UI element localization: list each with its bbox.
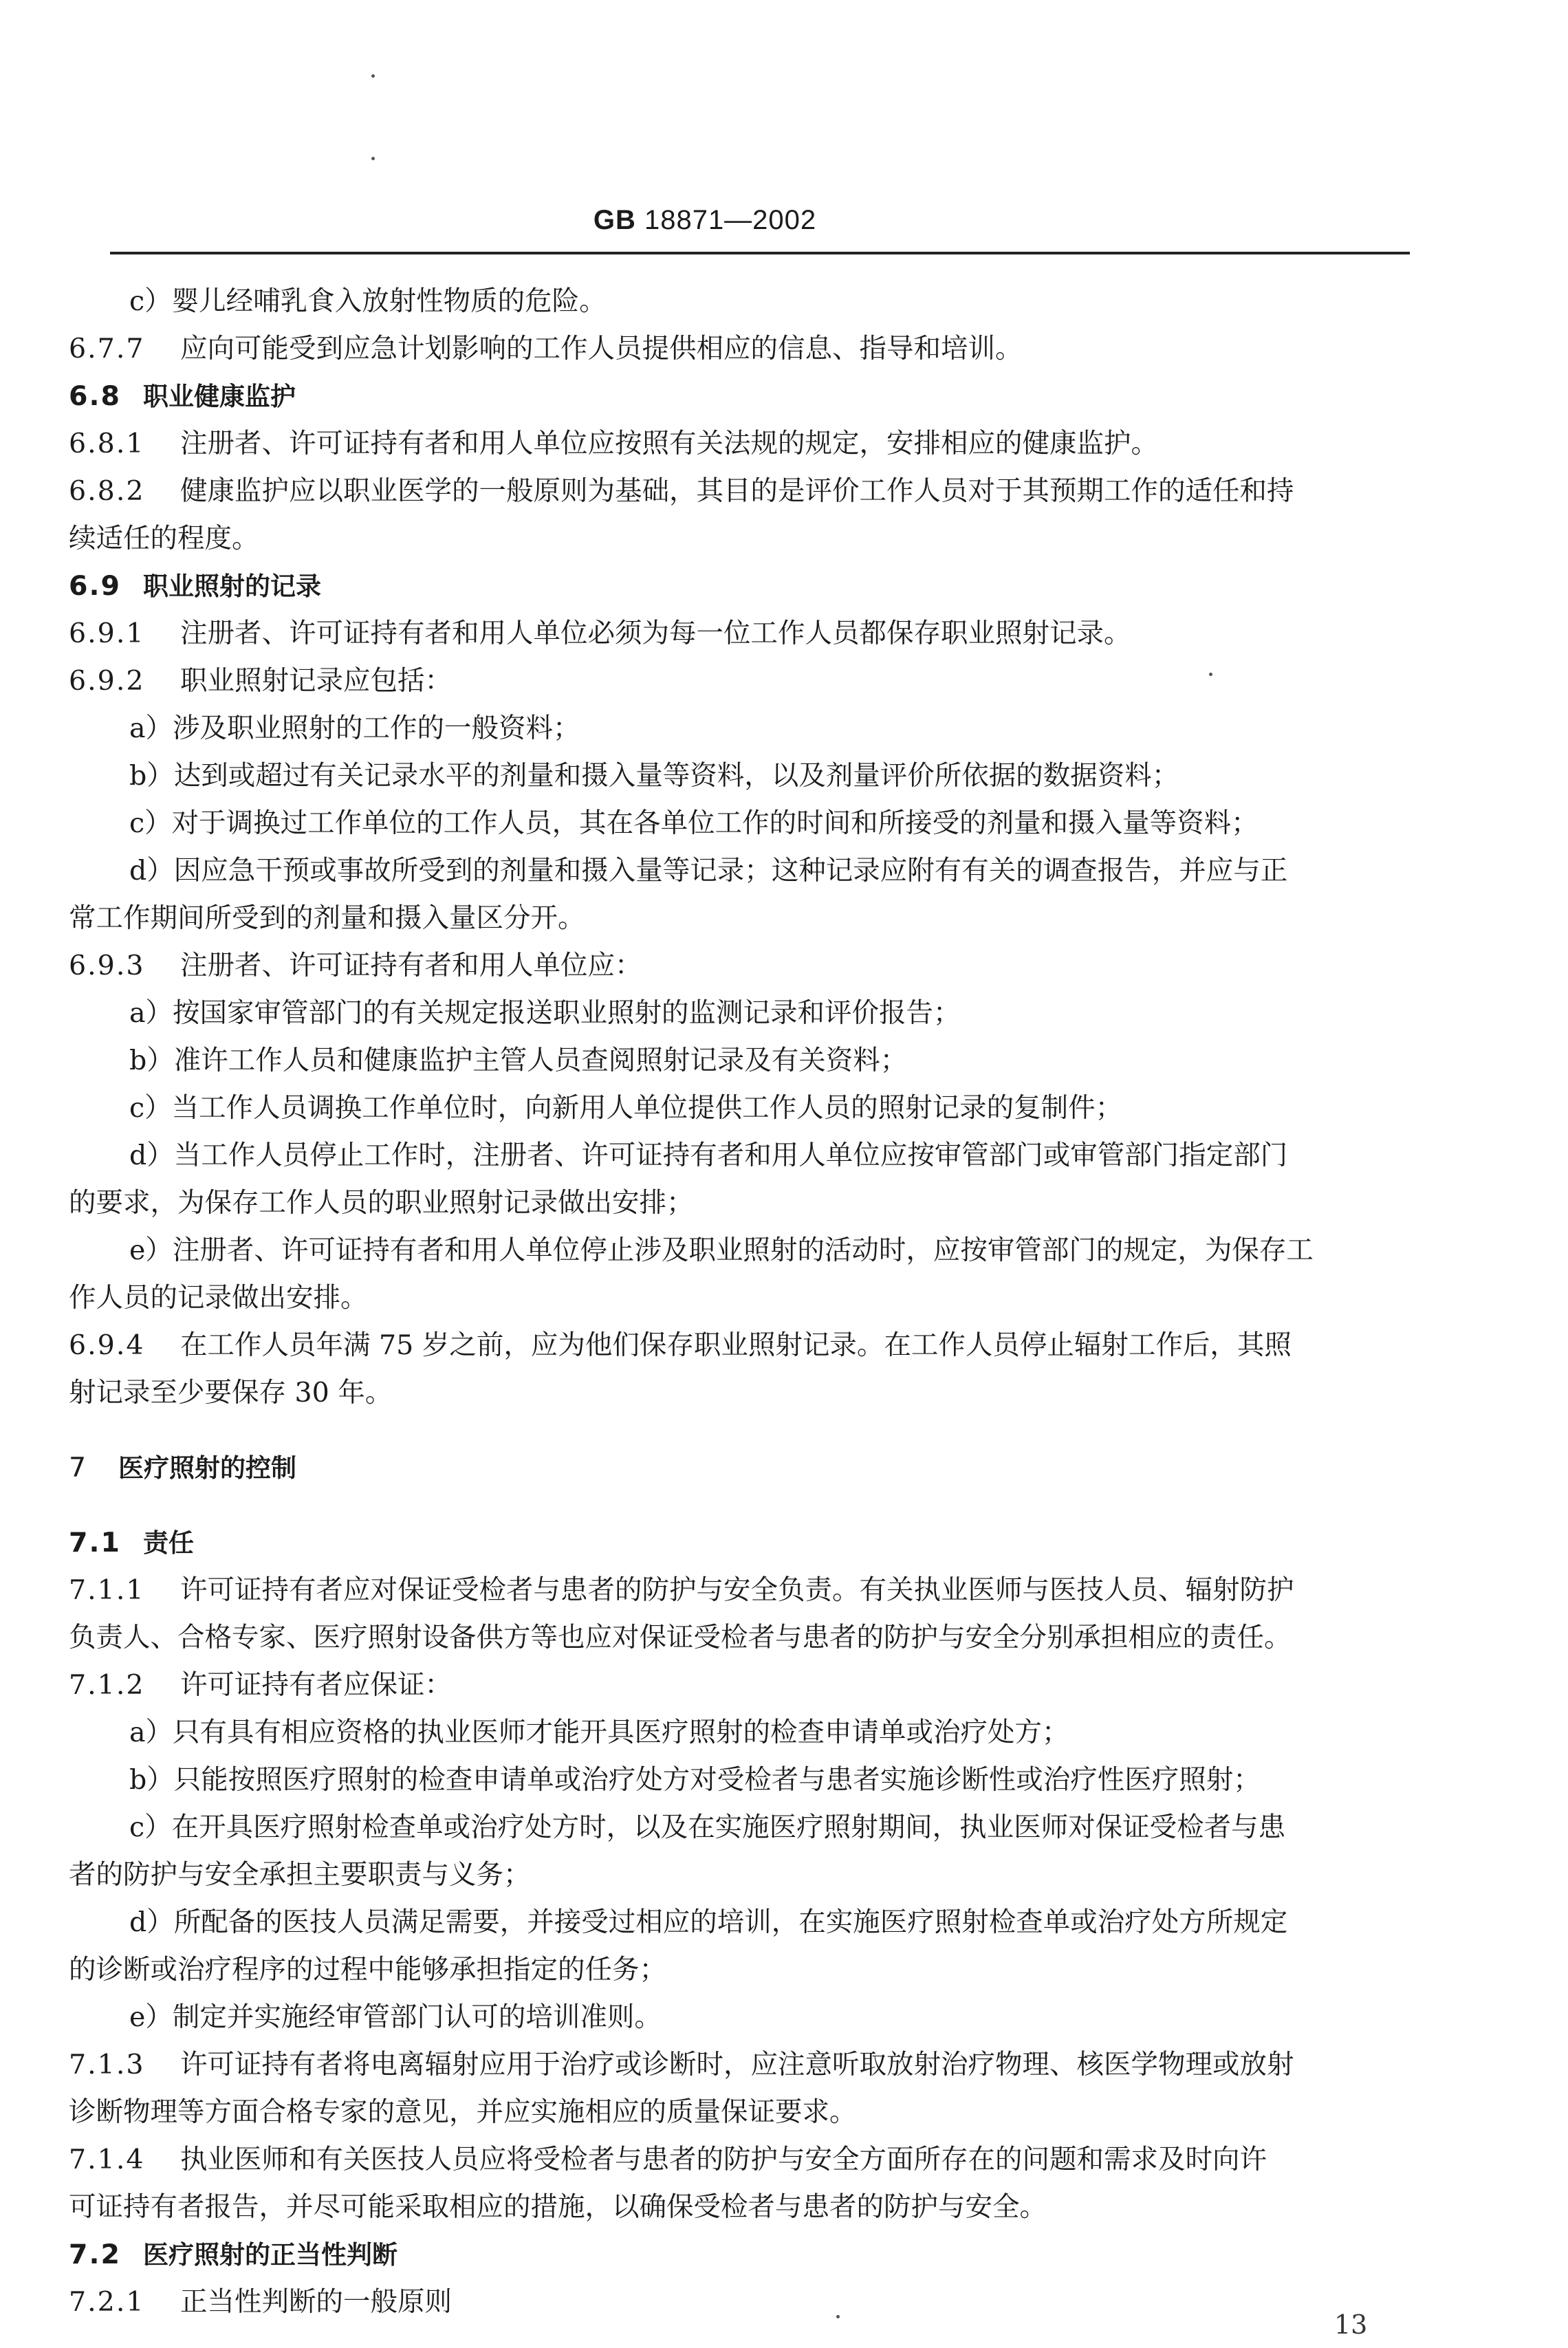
line-text: 职业照射的记录 [143, 572, 321, 601]
clause-number: 7.1.3 [69, 2049, 145, 2080]
list-item [69, 278, 1410, 325]
clause-number: 7.1.1 [69, 1574, 145, 1606]
clause-number: 6.9.4 [69, 1329, 145, 1361]
line-text: a）只有具有相应资格的执业医师才能开具医疗照射的检查申请单或治疗处方； [129, 1717, 1069, 1748]
line-text: c）当工作人员调换工作单位时，向新用人单位提供工作人员的照射记录的复制件； [129, 1092, 1123, 1124]
clause-number: 6.8.2 [69, 475, 145, 507]
list-item [69, 705, 1410, 752]
paragraph-continuation [69, 1851, 1410, 1899]
clause-number: 6.9 [69, 570, 121, 602]
clause-paragraph [69, 610, 1410, 657]
line-text: 常工作期间所受到的剂量和摄入量区分开。 [69, 902, 585, 934]
line-text: e）注册者、许可证持有者和用人单位停止涉及职业照射的活动时，应按审管部门的规定，为保存工 [129, 1235, 1314, 1266]
paragraph-continuation [69, 1180, 1410, 1227]
line-text: d）当工作人员停止工作时，注册者、许可证持有者和用人单位应按审管部门或审管部门指定部门 [129, 1140, 1288, 1171]
line-text: 医疗照射的正当性判断 [143, 2240, 398, 2270]
line-text: d）所配备的医技人员满足需要，并接受过相应的培训，在实施医疗照射检查单或治疗处方所规定 [129, 1906, 1288, 1938]
clause-paragraph [69, 2041, 1410, 2089]
section-heading [69, 563, 1410, 610]
clause-paragraph [69, 1322, 1410, 1369]
section-heading [69, 2231, 1410, 2279]
clause-number: 6.7.7 [69, 333, 145, 365]
list-item [69, 1132, 1410, 1180]
standard-header [0, 205, 1410, 236]
line-text: 执业医师和有关医技人员应将受检者与患者的防护与安全方面所存在的问题和需求及时向许 [180, 2144, 1267, 2175]
paragraph-continuation [69, 1369, 1410, 1417]
clause-paragraph [69, 2279, 1410, 2326]
document-body [69, 278, 1410, 2326]
line-text: a）涉及职业照射的工作的一般资料； [129, 713, 580, 744]
line-text: d）因应急干预或事故所受到的剂量和摄入量等记录；这种记录应附有有关的调查报告，并应与正 [129, 855, 1288, 887]
line-text: 射记录至少要保存 30 年。 [69, 1377, 393, 1409]
clause-number: 7.2.1 [69, 2286, 145, 2318]
standard-code: 18871—2002 [644, 205, 817, 235]
header-rule [110, 252, 1410, 254]
line-text: 诊断物理等方面合格专家的意见，并应实施相应的质量保证要求。 [69, 2096, 857, 2128]
paragraph-continuation [69, 895, 1410, 942]
line-text: 健康监护应以职业医学的一般原则为基础，其目的是评价工作人员对于其预期工作的适任和持 [180, 475, 1294, 507]
clause-paragraph [69, 1662, 1410, 1709]
line-text: b）只能按照医疗照射的检查申请单或治疗处方对受检者与患者实施诊断性或治疗性医疗照射； [129, 1764, 1261, 1796]
line-text: 作人员的记录做出安排。 [69, 1282, 368, 1314]
clause-number: 7.1 [69, 1527, 121, 1558]
section-gap [69, 1492, 1410, 1519]
line-text: b）准许工作人员和健康监护主管人员查阅照射记录及有关资料； [129, 1045, 908, 1076]
clause-paragraph [69, 420, 1410, 468]
line-text: 注册者、许可证持有者和用人单位应按照有关法规的规定，安排相应的健康监护。 [180, 428, 1158, 459]
paragraph-continuation [69, 1614, 1410, 1662]
list-item [69, 1899, 1410, 1946]
clause-number: 7.1.4 [69, 2144, 145, 2175]
clause-paragraph [69, 468, 1410, 515]
line-text: 的要求，为保存工作人员的职业照射记录做出安排； [69, 1187, 694, 1219]
line-text: 注册者、许可证持有者和用人单位必须为每一位工作人员都保存职业照射记录。 [180, 618, 1131, 649]
line-text: 许可证持有者将电离辐射应用于治疗或诊断时，应注意听取放射治疗物理、核医学物理或放射 [180, 2049, 1294, 2080]
clause-number: 6.9.2 [69, 665, 145, 697]
clause-number: 7.1.2 [69, 1669, 145, 1701]
line-text: 职业健康监护 [143, 382, 296, 411]
section-heading [69, 373, 1410, 420]
scan-speck [836, 2315, 840, 2318]
line-text: 应向可能受到应急计划影响的工作人员提供相应的信息、指导和培训。 [180, 333, 1023, 365]
line-text: 许可证持有者应对保证受检者与患者的防护与安全负责。有关执业医师与医技人员、辐射防护 [180, 1574, 1294, 1606]
clause-number: 6.9.1 [69, 618, 145, 649]
paragraph-continuation [69, 1274, 1410, 1322]
line-text: c）在开具医疗照射检查单或治疗处方时，以及在实施医疗照射期间，执业医师对保证受检者与患 [129, 1812, 1286, 1843]
clause-paragraph [69, 2136, 1410, 2184]
chapter-heading [69, 1444, 1410, 1492]
line-text: 续适任的程度。 [69, 523, 259, 554]
list-item [69, 800, 1410, 847]
list-item [69, 847, 1410, 895]
clause-number: 6.9.3 [69, 950, 145, 981]
line-text: e）制定并实施经审管部门认可的培训准则。 [129, 2001, 662, 2033]
line-text: b）达到或超过有关记录水平的剂量和摄入量等资料，以及剂量评价所依据的数据资料； [129, 760, 1179, 792]
list-item [69, 1709, 1410, 1757]
line-text: 在工作人员年满 75 岁之前，应为他们保存职业照射记录。在工作人员停止辐射工作后，其照 [180, 1329, 1292, 1361]
clause-paragraph [69, 657, 1410, 705]
line-text: 医疗照射的控制 [118, 1453, 296, 1483]
line-text: 许可证持有者应保证： [180, 1669, 452, 1701]
list-item [69, 1227, 1410, 1274]
section-heading [69, 1519, 1410, 1567]
scan-speck [371, 157, 375, 160]
line-text: 职业照射记录应包括： [180, 665, 452, 697]
line-text: 者的防护与安全承担主要职责与义务； [69, 1859, 531, 1891]
scan-speck [371, 74, 375, 78]
line-text: 的诊断或治疗程序的过程中能够承担指定的任务； [69, 1954, 666, 1986]
list-item [69, 1037, 1410, 1085]
list-item [69, 1994, 1410, 2041]
paragraph-continuation [69, 2184, 1410, 2231]
paragraph-continuation [69, 1946, 1410, 1994]
line-text: c）对于调换过工作单位的工作人员，其在各单位工作的时间和所接受的剂量和摄入量等资料； [129, 807, 1259, 839]
list-item [69, 1757, 1410, 1804]
list-item [69, 990, 1410, 1037]
clause-paragraph [69, 942, 1410, 990]
line-text: a）按国家审管部门的有关规定报送职业照射的监测记录和评价报告； [129, 997, 961, 1029]
clause-paragraph [69, 325, 1410, 373]
page-number: 13 [1334, 2309, 1368, 2340]
line-text: c）婴儿经哺乳食入放射性物质的危险。 [129, 285, 607, 317]
line-text: 负责人、合格专家、医疗照射设备供方等也应对保证受检者与患者的防护与安全分别承担相应的责任。 [69, 1622, 1292, 1653]
standard-prefix: GB [593, 205, 636, 235]
clause-number: 7 [69, 1452, 87, 1483]
line-text: 注册者、许可证持有者和用人单位应： [180, 950, 642, 981]
list-item [69, 752, 1410, 800]
paragraph-continuation [69, 515, 1410, 563]
scan-speck [1209, 673, 1212, 676]
list-item [69, 1085, 1410, 1132]
clause-number: 7.2 [69, 2239, 121, 2270]
list-item [69, 1804, 1410, 1851]
line-text: 可证持有者报告，并尽可能采取相应的措施，以确保受检者与患者的防护与安全。 [69, 2191, 1047, 2223]
clause-number: 6.8 [69, 380, 121, 412]
paragraph-continuation [69, 2089, 1410, 2136]
line-text: 正当性判断的一般原则 [180, 2286, 452, 2318]
clause-number: 6.8.1 [69, 428, 145, 459]
line-text: 责任 [143, 1528, 194, 1558]
section-gap [69, 1417, 1410, 1444]
clause-paragraph [69, 1567, 1410, 1614]
